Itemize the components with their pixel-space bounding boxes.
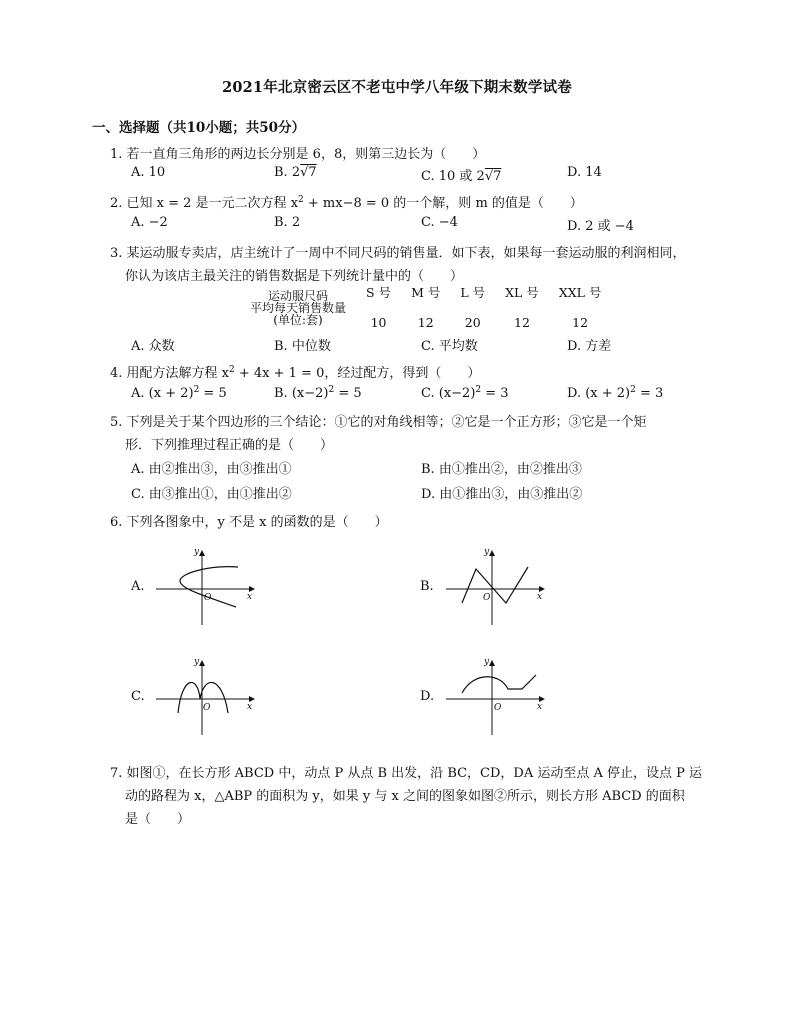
table-header-label: 运动服尺码 平均每天销售数量 (单位:套) [250,288,347,327]
x-axis-label: x [247,702,253,712]
table-cell: S 号 10 [366,285,392,330]
x-axis-label: x [537,702,543,712]
table-cell: M 号 12 [411,285,441,330]
graph-curve [462,567,528,603]
origin-label: O [203,703,211,713]
origin-label: O [483,593,491,603]
origin-label: O [494,703,502,713]
question-7-stem-line2: 动的路程为 x，△ABP 的面积为 y，如果 y 与 x 之间的图象如图②所示，则长方形 ABCD 的面积 [125,789,685,804]
q2-option-b: B. 2 [274,215,301,230]
question-5-stem-line2: 形．下列推理过程正确的是（ ） [125,438,334,453]
question-5-stem-line1: 5. 下列是关于某个四边形的三个结论：①它的对角线相等；②它是一个正方形；③它是一个矩 [110,415,647,430]
graph-d-label: D. [420,689,435,704]
q1-option-c: C. 10 或 2√7 [421,169,502,184]
question-1-stem: 1. 若一直角三角形的两边长分别是 6，8，则第三边长为（ ） [110,147,486,162]
y-axis-label: y [194,547,200,557]
table-cell: XXL 号 12 [558,285,602,330]
table-cell: XL 号 12 [505,285,539,330]
y-axis-label: y [194,657,200,667]
q1-option-a: A. 10 [131,165,166,180]
sales-table [240,285,611,330]
question-2-stem: 2. 已知 x = 2 是一元二次方程 $x^2 + mx-8 = 0$ 的一个解，则 m 的值是（ ） [110,195,583,211]
origin-label: O [204,593,212,603]
q3-option-b: B. 中位数 [274,339,331,354]
q5-option-d: D. 由①推出③，由③推出② [421,487,583,502]
x-axis-label: x [247,592,253,602]
question-6-stem: 6. 下列各图象中，y 不是 x 的函数的是（ ） [110,515,388,530]
question-3-stem-line1: 3. 某运动服专卖店，店主统计了一周中不同尺码的销售量．如下表，如果每一套运动服的利润相同， [110,246,686,261]
graph-b [440,545,550,627]
question-7-stem-line3: 是（ ） [125,812,191,827]
q3-option-d: D. 方差 [567,339,612,354]
section-title: 一、选择题（共10小题；共50分） [92,120,306,136]
q4-option-a: A. $(x + 2)^2 = 5$ [131,385,227,401]
graph-c [150,655,260,737]
question-3-stem-line2: 你认为该店主最关注的销售数据是下列统计量中的（ ） [125,269,464,284]
q5-option-a: A. 由②推出③，由③推出① [131,462,292,477]
q3-option-c: C. 平均数 [421,339,478,354]
q2-option-a: A. −2 [131,215,168,230]
q4-option-c: C. $(x-2)^2 = 3$ [421,385,509,401]
q1-option-b: B. 2√7 [274,165,317,180]
graph-d [440,655,550,737]
x-axis-label: x [537,592,543,602]
q5-option-c: C. 由③推出①，由①推出② [131,487,292,502]
graph-a-label: A. [131,579,145,594]
page-title: 2021年北京密云区不老屯中学八年级下期末数学试卷 [222,79,572,96]
q3-option-a: A. 众数 [131,339,175,354]
y-axis-label: y [484,657,490,667]
table-cell: L 号 20 [460,285,486,330]
q2-option-c: C. −4 [421,215,458,230]
q4-option-d: D. $(x + 2)^2 = 3$ [567,385,664,401]
q5-option-b: B. 由①推出②，由②推出③ [421,462,582,477]
question-7-stem-line1: 7. 如图①，在长方形 ABCD 中，动点 P 从点 B 出发，沿 BC，CD，DA 运动至点 A 停止，设点 P 运 [110,766,703,781]
y-axis-label: y [484,547,490,557]
graph-curve [462,675,536,693]
graph-c-label: C. [131,689,145,704]
graph-a [150,545,260,627]
q4-option-b: B. $(x-2)^2 = 5$ [274,385,362,401]
question-4-stem: 4. 用配方法解方程 $x^2 + 4x + 1 = 0$，经过配方，得到（ ） [110,365,481,381]
graph-b-label: B. [420,579,434,594]
q1-option-d: D. 14 [567,165,602,180]
q2-option-d: D. 2 或 −4 [567,219,634,234]
